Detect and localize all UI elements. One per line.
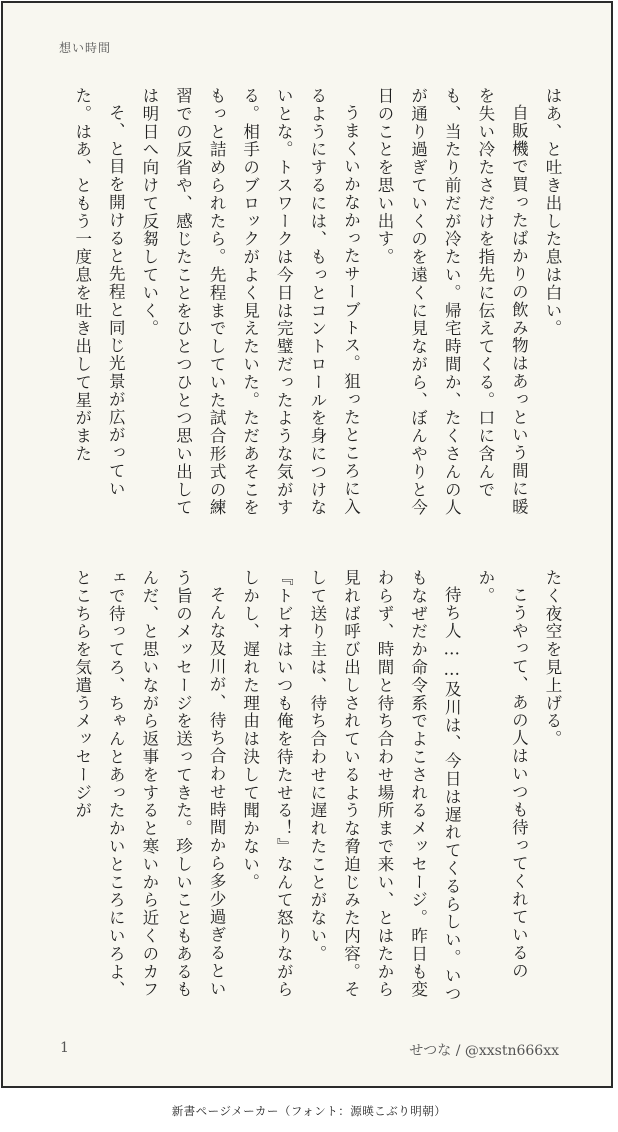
- page-title: 想い時間: [59, 41, 112, 55]
- paragraph: こうやって、あの人はいつも待ってくれているのか。: [475, 569, 529, 980]
- paragraph: 『トビオはいつも俺を待たせる！』なんて怒りながらしかし、遅れた理由は決して聞かない。: [240, 569, 294, 999]
- lower-text-block: [45, 569, 569, 1009]
- paragraph: うまくいかなかったサーブトス。狙ったところに入るようにするには、もっとコントロールを身につけないとな。トスワークは今日は完璧だったような気がする。相手のブロックがよく見えたいた。ただあそこをもっと詰められたら。先程までしていた試合形式の練習での反省や、感じたことをひとつひとつ思い出しては明日へ向けて反芻していく。: [139, 87, 361, 517]
- generator-credit: 新書ページメーカー（フォント：源暎こぶり明朝）: [171, 1104, 447, 1118]
- paragraph: そ、と目を開けると先程と同じ光景が広がっていた。はあ、ともう一度息を吐き出して星がまた: [72, 87, 126, 498]
- page-card: [1, 1, 613, 1088]
- page-number: 1: [60, 1040, 69, 1056]
- paragraph: たく夜空を見上げる。: [543, 569, 562, 748]
- paragraph: そんな及川が、待ち合わせ時間から多少過ぎるという旨のメッセージを送ってきた。珍しいこともあるもんだ、と思いながら返事をすると寒いから近くのカフェで待ってろ、ちゃんとあったかいところにいろよ、とこちらを気遣うメッセージが: [72, 569, 227, 999]
- paragraph: 自販機で買ったばかりの飲み物はあっという間に暖を失い冷たさだけを指先に伝えてくる。口に含んでも、当たり前だが冷たい。帰宅時間か、たくさんの人が通り過ぎていくのを遠くに見ながら、ぼんやりと今日のことを思い出す。: [375, 87, 529, 517]
- upper-text-block: [45, 87, 569, 527]
- paragraph: 待ち人……及川は、今日は遅れてくるらしい。いつもなぜだか命令系でよこされるメッセージ。昨日も変わらず、時間と待ち合わせ場所まで来い、とはたから見れば呼び出しされているような脅迫じみた内容。そして送り主は、待ち合わせに遅れたことがない。: [307, 569, 462, 1003]
- paragraph: はあ、と吐き出した息は白い。: [543, 87, 562, 338]
- author-credit: せつな / @xxstn666xx: [409, 1043, 559, 1059]
